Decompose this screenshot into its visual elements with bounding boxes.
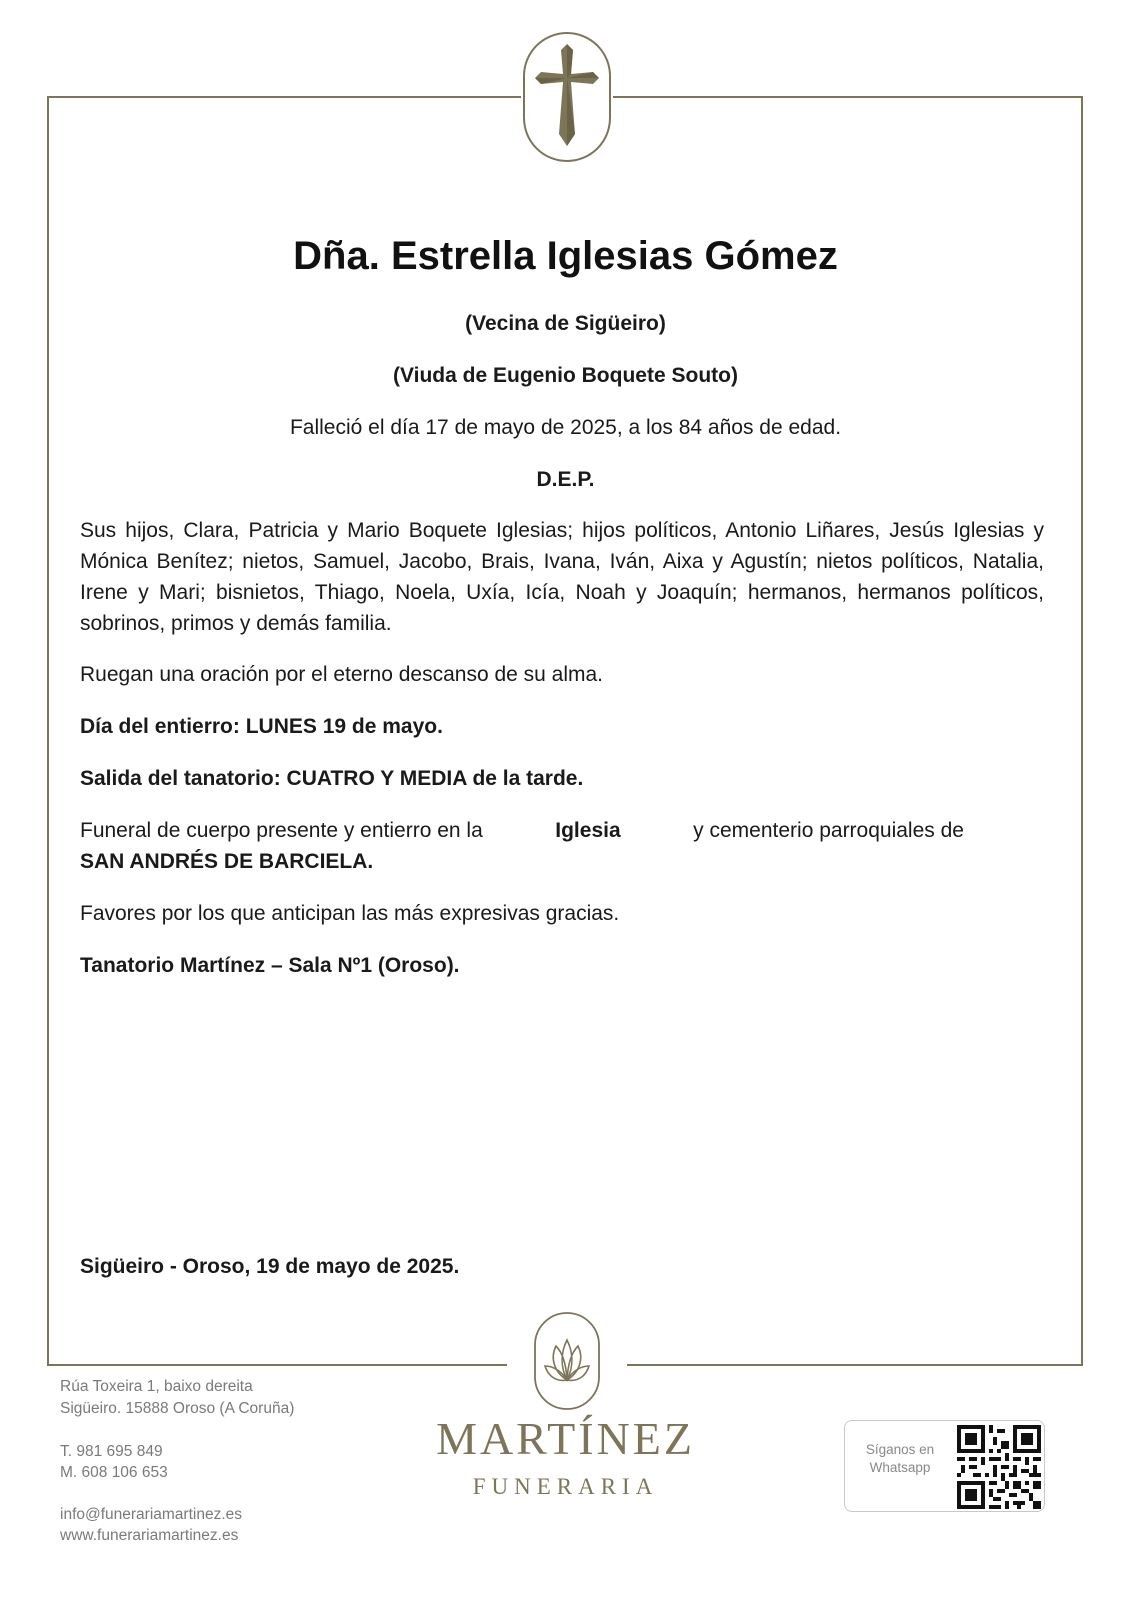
cross-emblem — [521, 30, 613, 164]
family-paragraph: Sus hijos, Clara, Patricia y Mario Boquete Iglesias; hijos políticos, Antonio Liñares, Jesús Iglesias y Mónica Benítez; nietos, Samuel, Jacobo, Brais, Ivana, Iván, Aixa y Agustín; nietos políticos, Natalia, Irene y Mari; bisnietos, Thiago, Noela, Uxía, Icía, Noah y Joaquín; hermanos, hermanos políticos, sobrinos, primos y demás familia. — [80, 519, 1044, 635]
thanks-line: Favores por los que anticipan las más expresivas gracias. — [80, 902, 620, 925]
whatsapp-label-line-1: Síganos en — [865, 1442, 935, 1457]
deceased-name: Dña. Estrella Iglesias Gómez — [293, 234, 838, 278]
funeral-text-1: Funeral de cuerpo presente y entierro en la — [80, 819, 483, 842]
prayer-line: Ruegan una oración por el eterno descanso de su alma. — [80, 663, 604, 686]
rip-line: D.E.P. — [536, 468, 595, 491]
address-line-2: Sigüeiro. 15888 Oroso (A Coruña) — [60, 1400, 295, 1417]
whatsapp-box[interactable] — [844, 1420, 1045, 1512]
mobile-number[interactable]: M. 608 106 653 — [60, 1464, 168, 1481]
website-link[interactable]: www.funerariamartinez.es — [60, 1527, 239, 1544]
funeral-text-2: y cementerio parroquiales de — [693, 819, 964, 842]
brand-name: MARTÍNEZ — [436, 1413, 695, 1464]
whatsapp-label-line-2: Whatsapp — [869, 1460, 931, 1475]
address-line-1: Rúa Toxeira 1, baixo dereita — [60, 1378, 253, 1395]
widow-line: (Viuda de Eugenio Boquete Souto) — [393, 364, 738, 387]
cross-icon — [521, 30, 613, 164]
neighbor-line: (Vecina de Sigüeiro) — [465, 312, 666, 335]
date-place-line: Sigüeiro - Oroso, 19 de mayo de 2025. — [80, 1255, 460, 1278]
funeral-church: Iglesia — [555, 819, 621, 842]
death-line: Falleció el día 17 de mayo de 2025, a los 84 años de edad. — [289, 416, 842, 439]
leaf-emblem — [507, 1310, 627, 1412]
email-link[interactable]: info@funerariamartinez.es — [60, 1506, 243, 1523]
leaf-logo-icon — [532, 1310, 602, 1412]
qr-code-icon[interactable] — [957, 1425, 1041, 1509]
burial-day-line: Día del entierro: LUNES 19 de mayo. — [80, 715, 443, 738]
whatsapp-label — [855, 1441, 945, 1477]
departure-line: Salida del tanatorio: CUATRO Y MEDIA de la tarde. — [80, 767, 584, 790]
funeral-paragraph — [80, 815, 964, 877]
funeral-place: SAN ANDRÉS DE BARCIELA. — [80, 850, 374, 873]
phone-number[interactable]: T. 981 695 849 — [60, 1443, 163, 1460]
brand-subtitle: FUNERARIA — [472, 1474, 659, 1499]
wake-location-line: Tanatorio Martínez – Sala Nº1 (Oroso). — [80, 954, 460, 977]
